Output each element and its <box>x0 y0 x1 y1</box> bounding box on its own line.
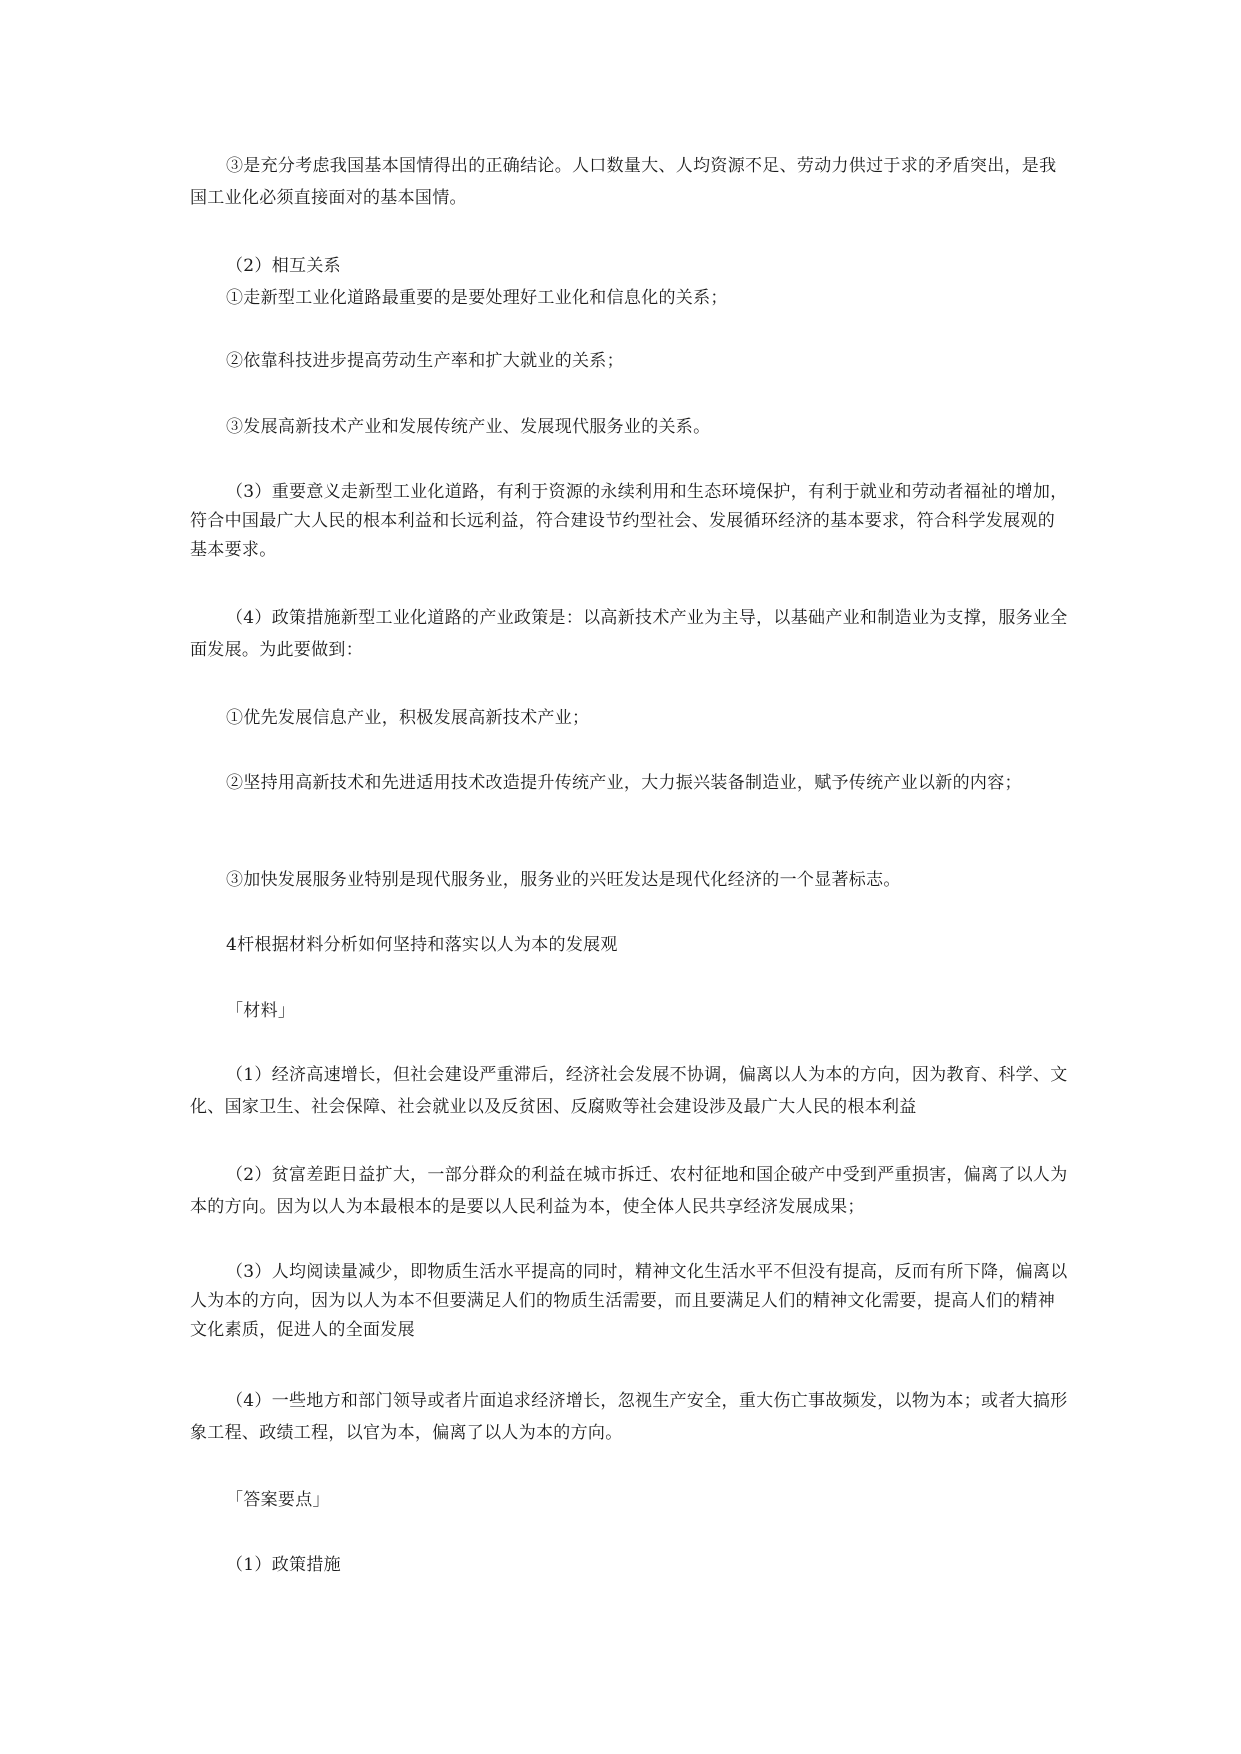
paragraph-measure-2: ②坚持用高新技术和先进适用技术改造提升传统产业，大力振兴装备制造业，赋予传统产业以新的内容； <box>226 773 1022 793</box>
heading-mutual-relations: （2）相互关系 <box>226 256 341 276</box>
paragraph-policy-measures: （4）政策措施新型工业化道路的产业政策是：以高新技术产业为主导，以基础产业和制造业为支撑，服务业全面发展。为此要做到： <box>190 608 1068 660</box>
paragraph-material-2: （2）贫富差距日益扩大，一部分群众的利益在城市拆迁、农村征地和国企破产中受到严重损害，偏离了以人为本的方向。因为以人为本最根本的是要以人民利益为本，使全体人民共享经济发展成果； <box>190 1165 1068 1217</box>
paragraph-relation-1: ①走新型工业化道路最重要的是要处理好工业化和信息化的关系； <box>226 288 728 308</box>
paragraph-material-4: （4）一些地方和部门领导或者片面追求经济增长，忽视生产安全，重大伤亡事故频发，以物为本；或者大搞形象工程、政绩工程，以官为本，偏离了以人为本的方向。 <box>190 1391 1068 1443</box>
paragraph-significance: （3）重要意义走新型工业化道路，有利于资源的永续利用和生态环境保护，有利于就业和劳动者福祉的增加，符合中国最广大人民的根本利益和长远利益，符合建设节约型社会、发展循环经济的基本要求，符合科学发展观的基本要求。 <box>190 482 1068 560</box>
paragraph-relation-2: ②依靠科技进步提高劳动生产率和扩大就业的关系； <box>226 351 624 371</box>
material-label: 「材料」 <box>226 1001 296 1021</box>
question-heading: 4杆根据材料分析如何坚持和落实以人为本的发展观 <box>226 935 618 955</box>
paragraph-material-1: （1）经济高速增长，但社会建设严重滞后，经济社会发展不协调，偏离以人为本的方向，因为教育、科学、文化、国家卫生、社会保障、社会就业以及反贫困、反腐败等社会建设涉及最广大人民的根本利益 <box>190 1065 1068 1117</box>
paragraph-relation-3: ③发展高新技术产业和发展传统产业、发展现代服务业的关系。 <box>226 417 711 437</box>
answer-points-label: 「答案要点」 <box>226 1490 330 1510</box>
paragraph-measure-3: ③加快发展服务业特别是现代服务业，服务业的兴旺发达是现代化经济的一个显著标志。 <box>226 870 901 890</box>
paragraph-measure-1: ①优先发展信息产业，积极发展高新技术产业； <box>226 708 590 728</box>
paragraph-basic-conditions: ③是充分考虑我国基本国情得出的正确结论。人口数量大、人均资源不足、劳动力供过于求的矛盾突出，是我国工业化必须直接面对的基本国情。 <box>190 156 1057 208</box>
answer-heading-policy: （1）政策措施 <box>226 1555 341 1575</box>
paragraph-material-3: （3）人均阅读量减少，即物质生活水平提高的同时，精神文化生活水平不但没有提高，反而有所下降，偏离以人为本的方向，因为以人为本不但要满足人们的物质生活需要，而且要满足人们的精神文化需要，提高人们的精神文化素质，促进人的全面发展 <box>190 1262 1068 1340</box>
